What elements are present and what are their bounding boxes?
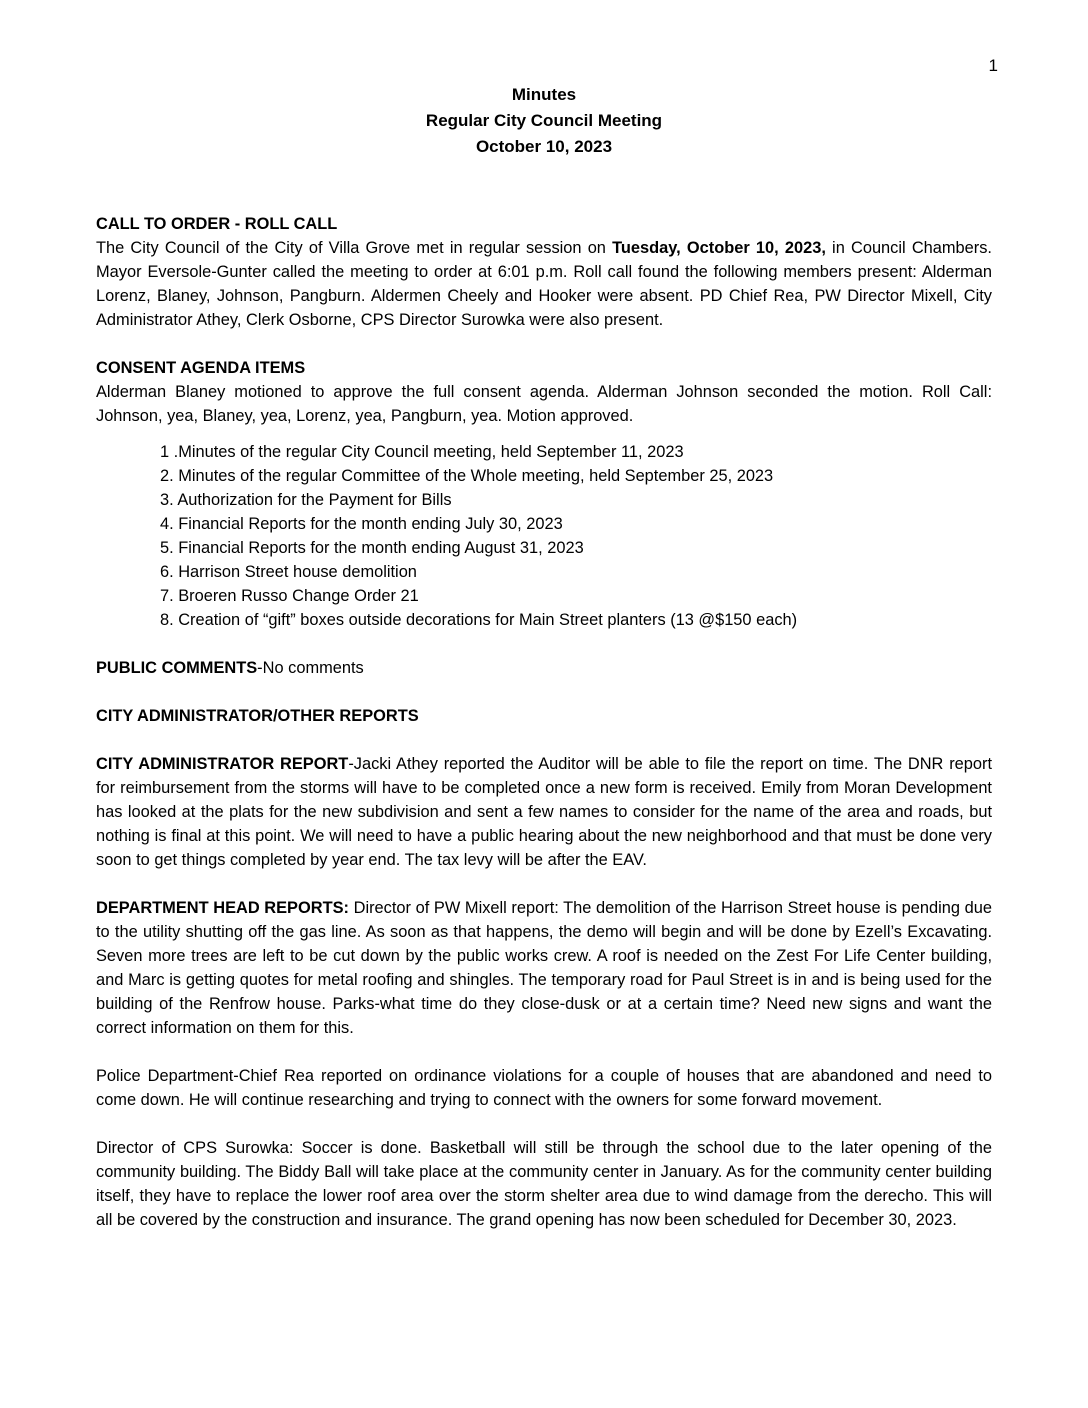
department-head-reports-heading: DEPARTMENT HEAD REPORTS:	[96, 899, 349, 917]
public-comments	[96, 656, 992, 680]
list-item: 5. Financial Reports for the month ending August 31, 2023	[160, 539, 584, 557]
list-item: 7. Broeren Russo Change Order 21	[160, 587, 419, 605]
consent-agenda-text: Alderman Blaney motioned to approve the full consent agenda. Alderman Johnson seconded the motion. Roll Call: Johnson, yea, Blaney, yea, Lorenz, yea, Pangburn, yea. Motion approved.	[96, 383, 992, 425]
call-to-order-text-a: The City Council of the City of Villa Grove met in regular session on	[96, 239, 613, 257]
document-title: Minutes	[511, 85, 577, 104]
city-administrator-report-heading: CITY ADMINISTRATOR REPORT	[96, 755, 349, 773]
meeting-type: Regular City Council Meeting	[425, 111, 663, 130]
cps-director-report: Director of CPS Surowka: Soccer is done. Basketball will still be through the school due to the later opening of the community building. The Biddy Ball will take place at the community center in January. As for the community center building itself, they have to replace the lower roof area over the storm shelter area due to wind damage from the derecho. This will all be covered by the construction and insurance. The grand opening has now been scheduled for December 30, 2023.	[96, 1139, 992, 1229]
document-title-block	[0, 82, 1088, 160]
police-department-report: Police Department-Chief Rea reported on ordinance violations for a couple of houses that are abandoned and need to come down. He will continue researching and trying to connect with the owners for some forward movement.	[96, 1067, 992, 1109]
call-to-order-heading: CALL TO ORDER - ROLL CALL	[96, 215, 338, 233]
list-item: 8. Creation of “gift” boxes outside decorations for Main Street planters (13 @$150 each)	[160, 611, 798, 629]
department-head-reports	[96, 896, 992, 1040]
department-head-reports-text: Director of PW Mixell report: The demolition of the Harrison Street house is pending due to the utility shutting off the gas line. As soon as that happens, the demo will begin and will be done by Ezell’s Excavating. Seven more trees are left to be cut down by the public works crew. A roof is needed on the Zest For Life Center building, and Marc is getting quotes for metal roofing and shingles. The temporary road for Paul Street is in and is being used for the building of the Renfrow house. Parks-what time do they close-dusk or at a certain time? Need new signs and want the correct information on them for this.	[96, 899, 992, 1037]
consent-agenda-section	[96, 356, 992, 632]
list-item: 4. Financial Reports for the month ending July 30, 2023	[160, 515, 563, 533]
page-number: 1	[988, 56, 998, 75]
call-to-order-section	[96, 212, 992, 332]
public-comments-heading: PUBLIC COMMENTS	[96, 659, 258, 677]
city-administrator-report	[96, 752, 992, 872]
call-to-order-text	[96, 236, 992, 332]
meeting-date: October 10, 2023	[475, 137, 613, 156]
consent-agenda-list	[96, 440, 992, 632]
list-item: 1 .Minutes of the regular City Council meeting, held September 11, 2023	[160, 443, 684, 461]
call-to-order-text-b: in Council Chambers. Mayor Eversole-Gunter called the meeting to order at 6:01 p.m. Roll call found the following members present: Alderman Lorenz, Blaney, Johnson, Pangburn. Aldermen Cheely and Hooker were absent. PD Chief Rea, PW Director Mixell, City Administrator Athey, Clerk Osborne, CPS Director Surowka were also present.	[96, 239, 992, 329]
document-body	[96, 212, 992, 1232]
list-item: 2. Minutes of the regular Committee of the Whole meeting, held September 25, 2023	[160, 467, 774, 485]
list-item: 6. Harrison Street house demolition	[160, 563, 417, 581]
list-item: 3. Authorization for the Payment for Bills	[160, 491, 452, 509]
city-administrator-report-text: -Jacki Athey reported the Auditor will be able to file the report on time. The DNR report for reimbursement from the storms will have to be completed once a new form is received. Emily from Moran Development has looked at the plats for the new subdivision and sent a few names to consider for the name of the area and roads, but nothing is final at this point. We will need to have a public hearing about the new neighborhood and that must be done very soon to get things completed by year end. The tax levy will be after the EAV.	[96, 755, 993, 869]
public-comments-text: -No comments	[257, 659, 364, 677]
reports-heading: CITY ADMINISTRATOR/OTHER REPORTS	[96, 707, 419, 725]
consent-agenda-heading: CONSENT AGENDA ITEMS	[96, 359, 306, 377]
meeting-date-bold: Tuesday, October 10, 2023,	[612, 239, 826, 257]
